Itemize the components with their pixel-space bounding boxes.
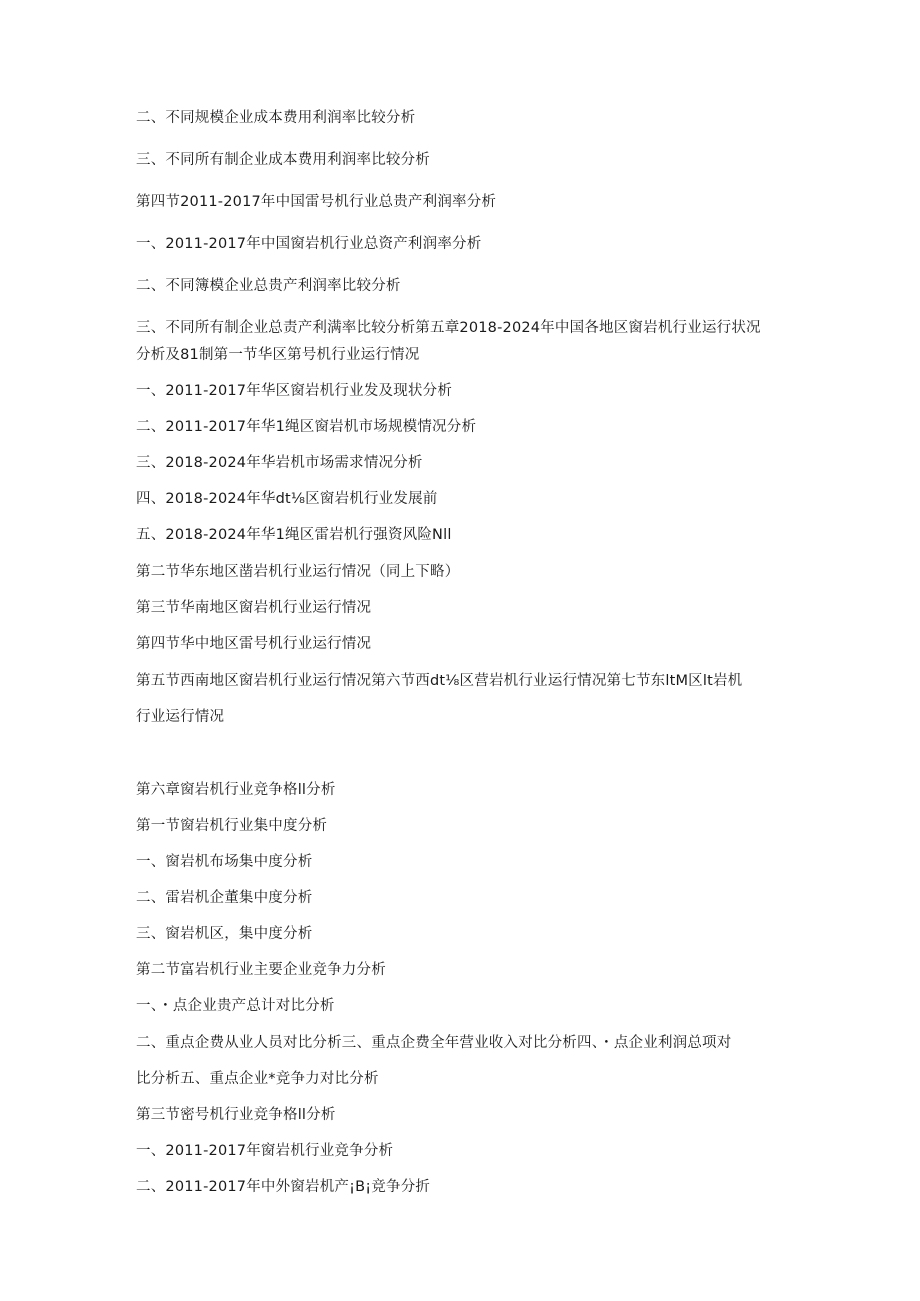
toc-line: 三、不同所有制企业总责产利满率比较分析第五章2018-2024年中国各地区窗岩机行业运行状况 — [136, 320, 761, 336]
toc-line: 比分析五、重点企业*竞争力对比分析 — [136, 1071, 379, 1087]
toc-line: 二、雷岩机企董集中度分析 — [136, 890, 313, 906]
toc-line: 三、窗岩机区，集中度分析 — [136, 926, 313, 942]
toc-line: 第二节华东地区凿岩机行业运行情况（同上下略） — [136, 564, 460, 580]
toc-line: 一、窗岩机布场集中度分析 — [136, 854, 313, 870]
toc-line: 三、2018-2024年华岩机市场需求情况分析 — [136, 455, 423, 471]
toc-line: 三、不同所有制企业成本费用利润率比较分析 — [136, 152, 430, 168]
toc-line: 第四节2011-2017年中国雷号机行业总贵产利润率分析 — [136, 194, 497, 210]
toc-line: 二、不同簿模企业总贵产利润率比较分析 — [136, 278, 401, 294]
toc-line: 二、不同规模企业成本费用利润率比较分析 — [136, 110, 416, 126]
toc-line: 一、2011-2017年窗岩机行业竞争分析 — [136, 1143, 394, 1159]
toc-line: 四、2018-2024年华dt⅛区窗岩机行业发展前 — [136, 491, 438, 507]
toc-line: 分析及81制第一节华区第号机行业运行情况 — [136, 347, 420, 363]
toc-line: 五、2018-2024年华1绳区雷岩机行强资风险Nll — [136, 527, 452, 543]
toc-line: 第二节富岩机行业主要企业竞争力分析 — [136, 962, 386, 978]
toc-line: 二、2011-2017年中外窗岩机产¡B¡竞争分折 — [136, 1179, 431, 1195]
toc-line: 第三节密号机行业竞争格ll分析 — [136, 1107, 336, 1123]
toc-line: 第三节华南地区窗岩机行业运行情况 — [136, 600, 372, 616]
toc-line: 二、重点企费从业人员对比分析三、重点企费全年营业收入对比分析四、・点企业利润总项对 — [136, 1035, 732, 1051]
toc-line: 一、2011-2017年中国窗岩机行业总资产利润率分析 — [136, 236, 482, 252]
toc-line: 第四节华中地区雷号机行业运行情况 — [136, 636, 372, 652]
toc-line: 一、2011-2017年华区窗岩机行业发及现状分析 — [136, 383, 453, 399]
toc-line: 一、・点企业贵产总计对比分析 — [136, 998, 335, 1014]
toc-line: 第五节西南地区窗岩机行业运行情况第六节西dt⅛区营岩机行业运行情况第七节东ltM区lt岩机 — [136, 673, 743, 689]
toc-line: 第六章窗岩机行业竞争格ll分析 — [136, 782, 336, 798]
toc-line: 行业运行情况 — [136, 709, 225, 725]
toc-line: 第一节窗岩机行业集中度分析 — [136, 818, 328, 834]
toc-line: 二、2011-2017年华1绳区窗岩机市场规模情况分析 — [136, 419, 477, 435]
